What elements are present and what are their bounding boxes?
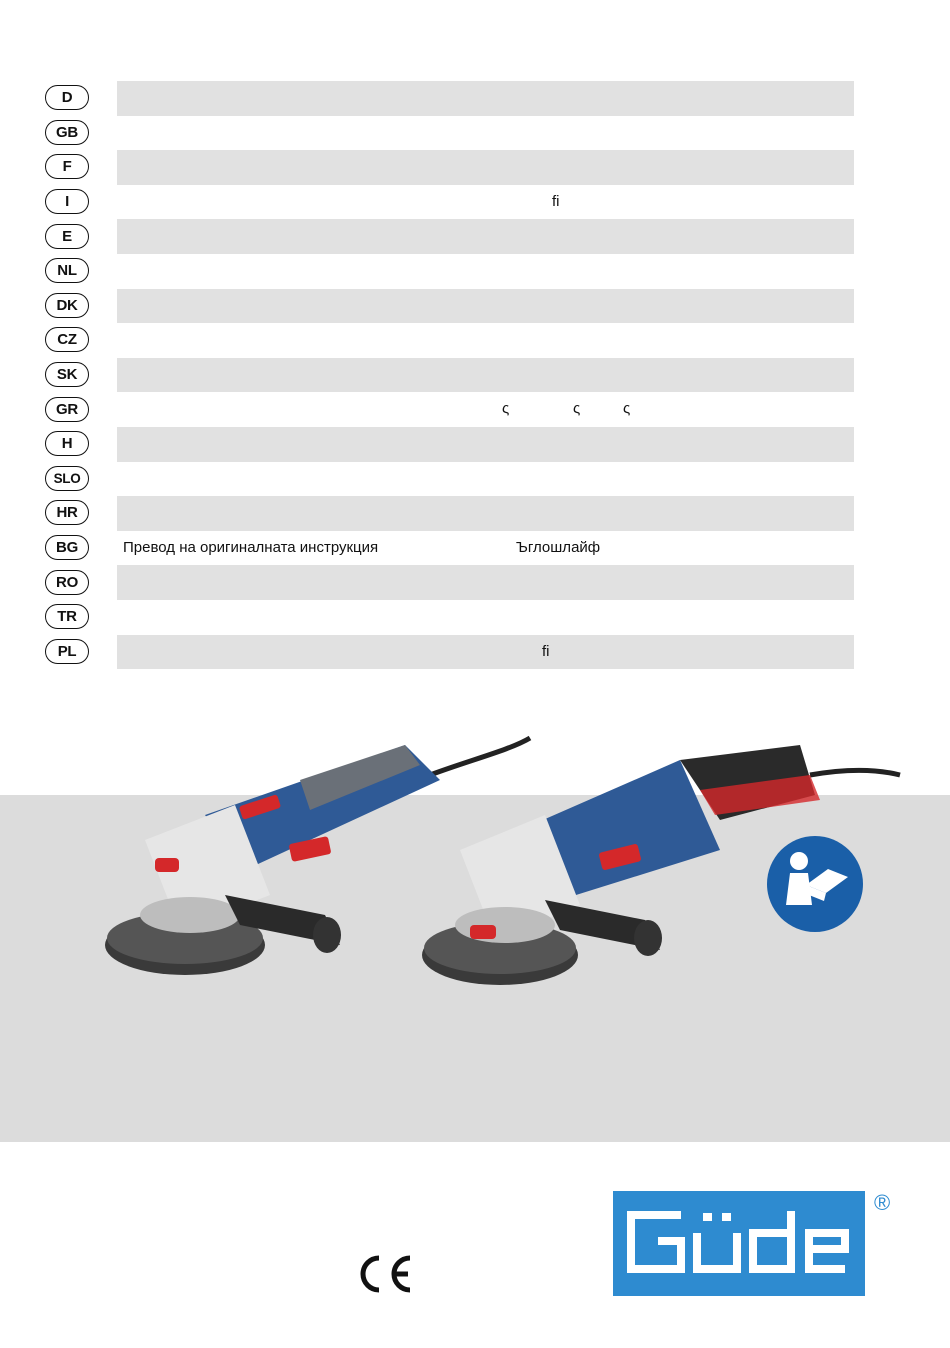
language-badge: SK (45, 362, 89, 387)
language-row-d (0, 81, 950, 116)
language-row-cz (0, 323, 950, 358)
language-list (0, 81, 950, 669)
language-badge: GR (45, 397, 89, 422)
product-word: fi (552, 192, 560, 210)
product-word: fi (542, 642, 550, 660)
language-row-ro (0, 565, 950, 600)
language-row-f (0, 150, 950, 185)
language-row-nl (0, 254, 950, 289)
language-badge: CZ (45, 327, 89, 352)
language-badge: GB (45, 120, 89, 145)
language-badge: I (45, 189, 89, 214)
language-badge: NL (45, 258, 89, 283)
language-row-pl (0, 635, 950, 670)
product-word: ς (502, 400, 510, 418)
language-row-bg (0, 531, 950, 566)
language-badge: F (45, 154, 89, 179)
language-row-sk (0, 358, 950, 393)
language-badge: PL (45, 639, 89, 664)
brand-logo-mark (613, 1191, 865, 1296)
language-row-e (0, 219, 950, 254)
language-badge: TR (45, 604, 89, 629)
language-badge: DK (45, 293, 89, 318)
manual-translation-note: Превод на оригиналната инструкция (123, 538, 379, 556)
product-word: ς (623, 400, 631, 418)
language-badge: E (45, 224, 89, 249)
language-badge: D (45, 85, 89, 110)
language-row-gb (0, 116, 950, 151)
language-badge: H (45, 431, 89, 456)
language-row-gr (0, 392, 950, 427)
language-row-slo (0, 462, 950, 497)
language-badge: HR (45, 500, 89, 525)
product-word: ς (573, 400, 581, 418)
language-badge: RO (45, 570, 89, 595)
product-word: Ъглошлайф (516, 538, 601, 556)
language-badge: SLO (45, 466, 89, 491)
language-row-hr (0, 496, 950, 531)
language-row-i (0, 185, 950, 220)
brand-logo (613, 1191, 865, 1296)
ce-mark-icon (352, 1253, 414, 1295)
language-row-h (0, 427, 950, 462)
language-row-dk (0, 289, 950, 324)
language-row-tr (0, 600, 950, 635)
language-badge: BG (45, 535, 89, 560)
read-manual-icon (766, 835, 864, 933)
registered-trademark-icon: ® (874, 1190, 891, 1215)
